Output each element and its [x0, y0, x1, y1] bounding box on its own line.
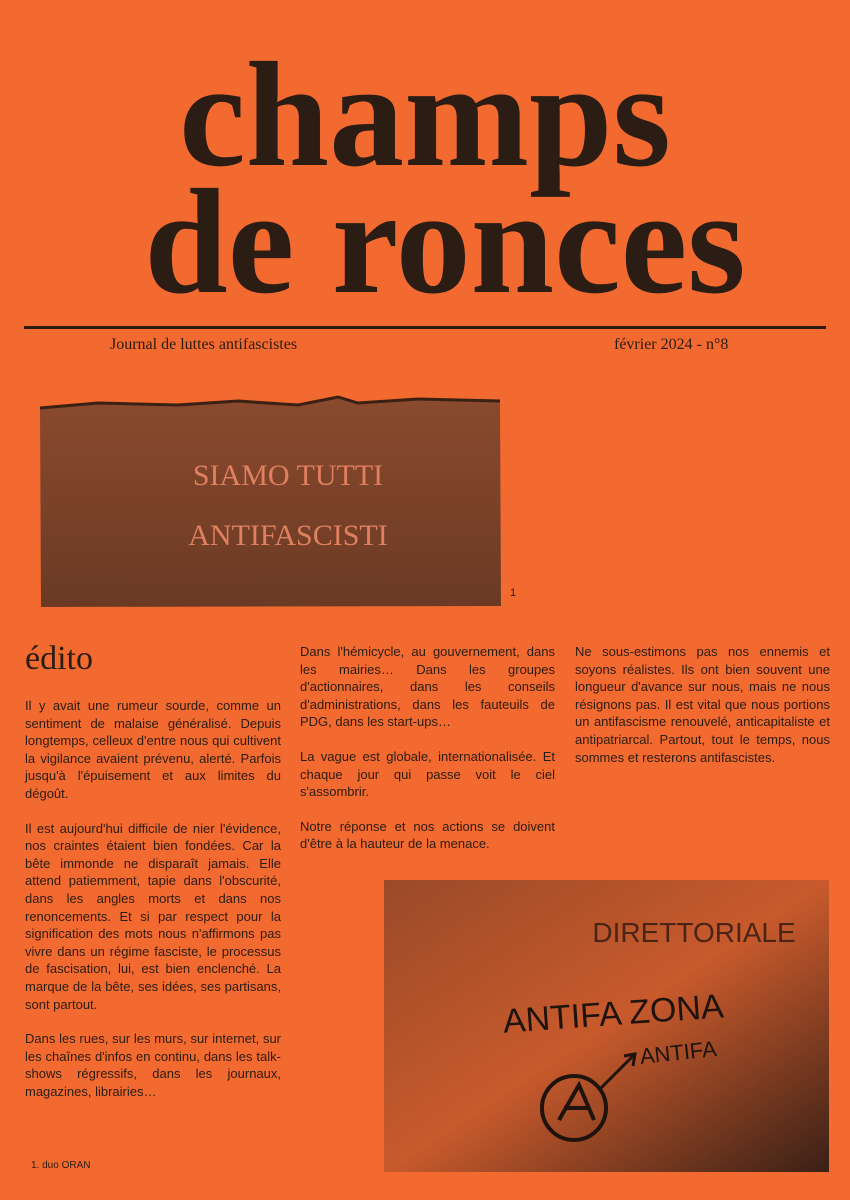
paragraph: Dans les rues, sur les murs, sur internet, sur les chaînes d'infos en continu, dans les talk-shows régressifs, dans les journaux, magazines, librairies… — [25, 1031, 281, 1099]
paragraph: Notre réponse et nos actions se doivent d'être à la hauteur de la menace. — [300, 818, 555, 852]
masthead-title — [0, 20, 850, 320]
paragraph: Dans l'hémicycle, au gouvernement, dans les mairies… Dans les groupes d'actionnaires, dans les conseils d'administrations, dans les fauteuils de PDG, dans les start-ups… — [300, 644, 555, 730]
graffiti-wall-photo — [384, 880, 829, 1172]
paragraph: La vague est globale, internationalisée. Et chaque jour qui passe voit le ciel s'assombrir. — [300, 748, 555, 800]
paragraph: Il y avait une rumeur sourde, comme un sentiment de malaise généralisé. Depuis longtemps, celleux d'entre nous qui cultivent la vigilance avaient prévenu, alerté. Parfois jusqu'à l'épuisement et aux limites du dégoût. — [25, 698, 281, 801]
inscription-line1: SIAMO TUTTI — [192, 459, 384, 492]
sign-text: DIRETTORIALE — [592, 917, 796, 948]
photo-credit-number: 1 — [510, 587, 517, 599]
graffiti-line2: ANTIFA — [638, 1036, 718, 1069]
paragraph: Il est aujourd'hui difficile de nier l'évidence, nos craintes étaient bien fondées. Car la bête immonde ne disparaît jamais. Elle attend patiemment, tapie dans l'obscurité, dans les angles morts et dans nos renoncements. Et si par respect pour la signification des mots nous n'affirmons pas vivre dans un régime fasciste, le processus de fascisation, lui, est bien enclenché. La marque de la bête, ses idées, ses partisans, sont partout. — [25, 820, 281, 1012]
article-title: édito — [25, 640, 93, 677]
article-column-2 — [300, 643, 555, 870]
article-column-1 — [25, 697, 281, 1117]
stone-inscription-photo — [38, 393, 503, 608]
paragraph: Ne sous-estimons pas nos ennemis et soyons réalistes. Ils ont bien souvent une longueur d'avance sur nous, mais ne nous résignons pas. Il est vital que nous portions un antifascisme renouvelé, anticapitaliste et antipatriarcal. Partout, tout le temps, nous sommes et resterons antifascistes. — [575, 644, 830, 765]
footnote: 1. duo ORAN — [31, 1160, 91, 1171]
issue-date-number: février 2024 - n°8 — [614, 336, 729, 353]
graffiti-line1: ANTIFA ZONA — [501, 987, 725, 1041]
article-column-3 — [575, 643, 830, 783]
header-rule — [24, 326, 826, 329]
masthead-line2: de ronces — [144, 159, 746, 320]
inscription-line2: ANTIFASCISTI — [188, 519, 388, 552]
masthead — [0, 20, 850, 320]
masthead-line1: champs — [179, 32, 671, 198]
journal-subtitle: Journal de luttes antifascistes — [110, 336, 298, 353]
